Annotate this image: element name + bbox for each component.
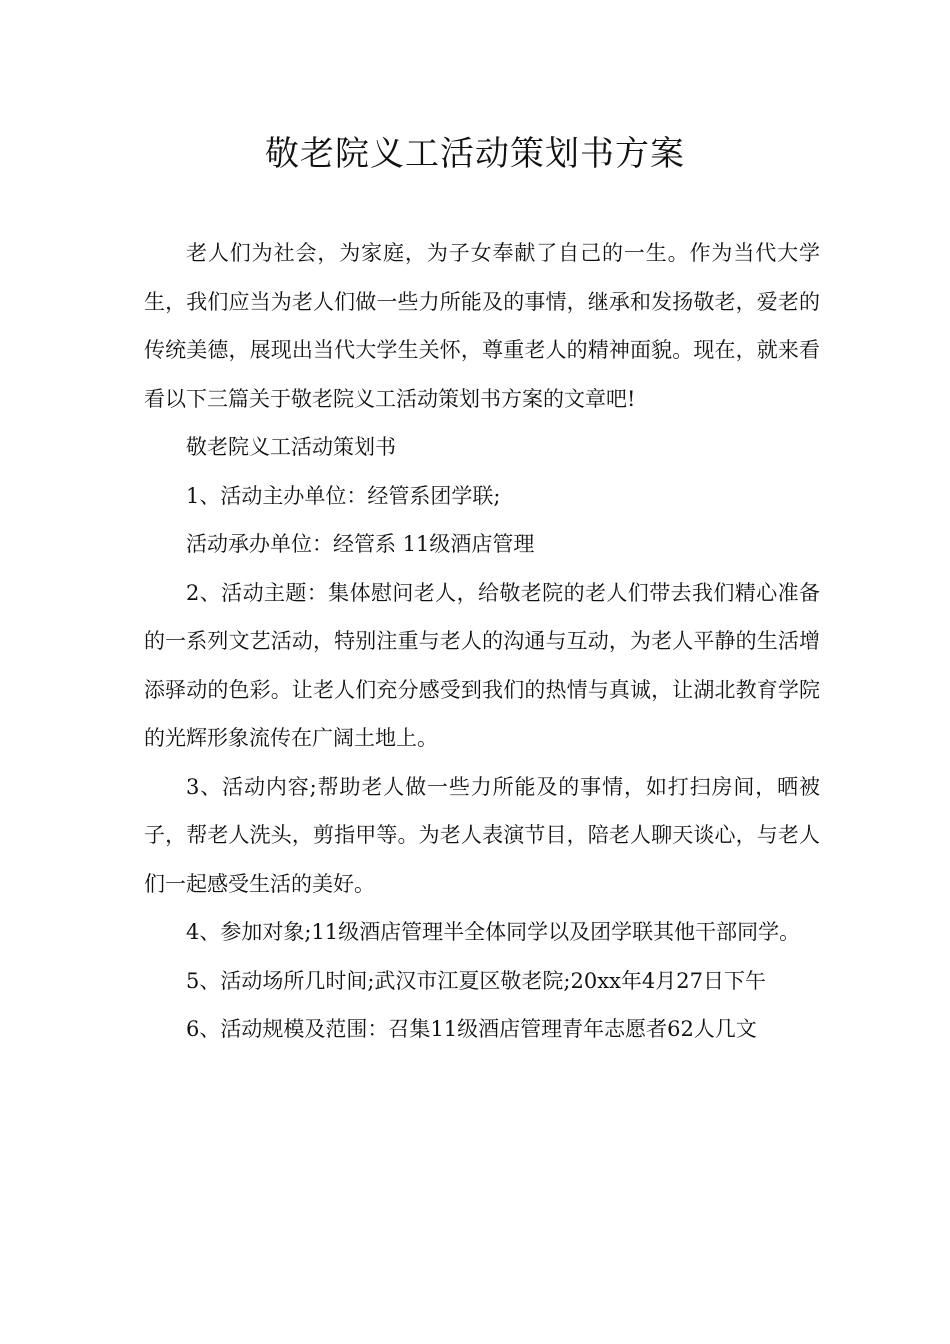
paragraph-scale: 6、活动规模及范围：召集11级酒店管理青年志愿者62人几文 (186, 1017, 757, 1041)
paragraph-venue-time: 5、活动场所几时间;武汉市江夏区敬老院;20xx年4月27日下午 (186, 968, 766, 993)
paragraph-organizer: 1、活动主办单位：经管系团学联; (186, 483, 501, 508)
paragraph-content: 3、活动内容;帮助老人做一些力所能及的事情，如打扫房间，晒被子，帮老人洗头，剪指甲等。为老人表演节目，陪老人聊天谈心，与老人们一起感受生活的美好。 (144, 774, 820, 896)
paragraph-co-organizer: 活动承办单位：经管系 11级酒店管理 (186, 532, 535, 556)
paragraph-intro: 老人们为社会，为家庭，为子女奉献了自己的一生。作为当代大学生，我们应当为老人们做一些力所能及的事情，继承和发扬敬老，爱老的传统美德，展现出当代大学生关怀，尊重老人的精神面貌。现在，就来看看以下三篇关于敬老院义工活动策划书方案的文章吧! (144, 241, 820, 411)
document-body (144, 229, 820, 1054)
paragraph-subtitle: 敬老院义工活动策划书 (186, 435, 396, 459)
document-title: 敬老院义工活动策划书方案 (265, 134, 685, 174)
paragraph-theme: 2、活动主题：集体慰问老人，给敬老院的老人们带去我们精心准备的一系列文艺活动，特别注重与老人的沟通与互动，为老人平静的生活增添驿动的色彩。让老人们充分感受到我们的热情与真诚，让湖北教育学院的光辉形象流传在广阔土地上。 (144, 580, 820, 750)
paragraph-participants: 4、参加对象;11级酒店管理半全体同学以及团学联其他干部同学。 (186, 920, 801, 944)
